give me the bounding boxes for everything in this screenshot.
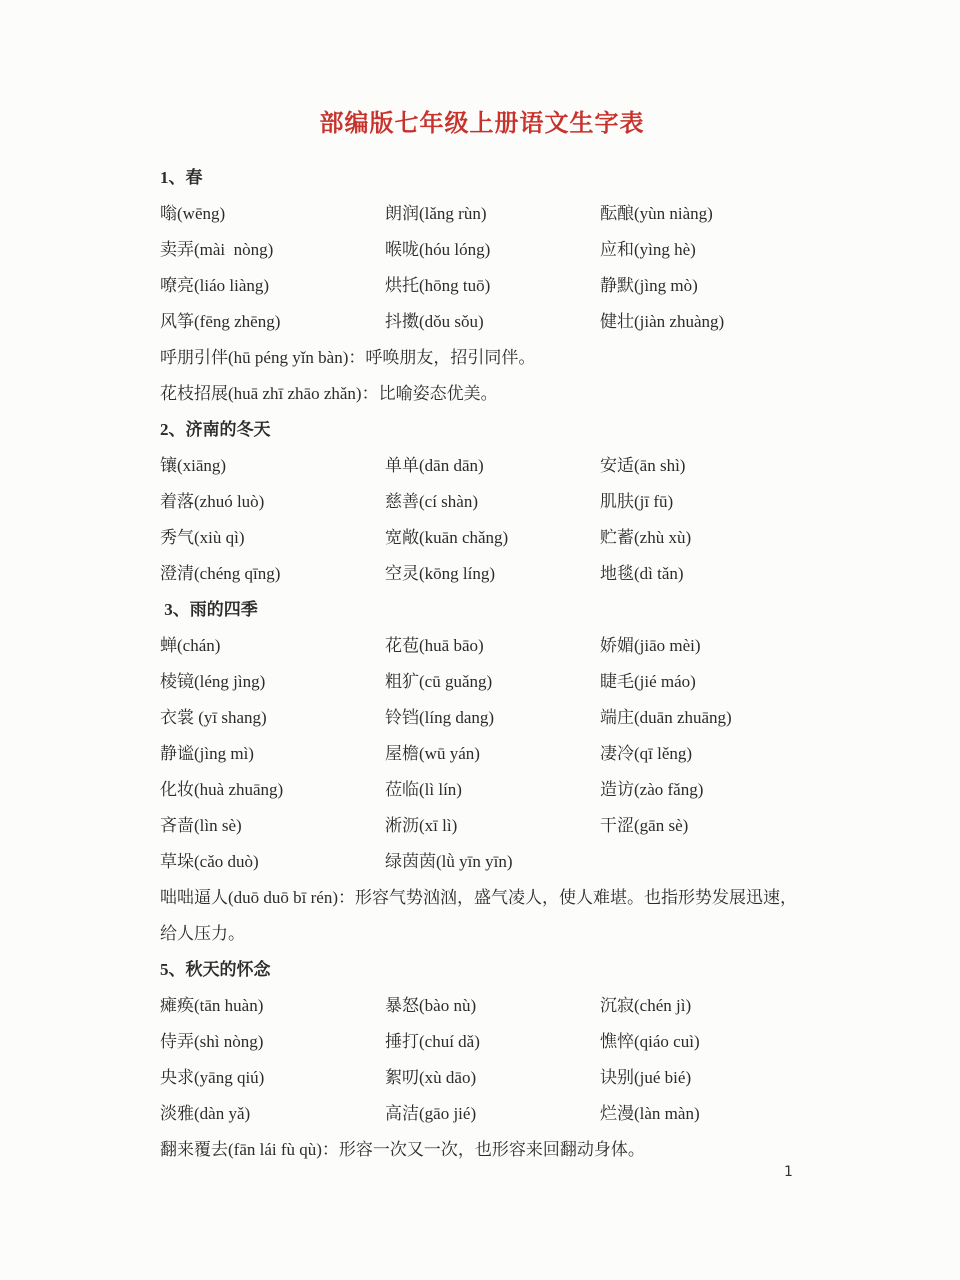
word-entry [600, 844, 804, 880]
word-entry: 衣裳 (yī shang) [160, 708, 267, 727]
page-number: 1 [784, 1164, 793, 1180]
word-entry: 烂漫(làn màn) [600, 1104, 700, 1123]
word-row [160, 772, 804, 808]
word-entry: 单单(dān dān) [385, 456, 484, 475]
word-entry: 铃铛(líng dang) [385, 708, 495, 727]
word-entry: 化妆(huà zhuāng) [160, 780, 284, 799]
vocab-sections [160, 160, 804, 1168]
word-entry: 莅临(lì lín) [385, 780, 462, 799]
word-entry: 宽敞(kuān chǎng) [385, 528, 509, 547]
word-entry: 瘫痪(tān huàn) [160, 996, 264, 1015]
word-row [160, 700, 804, 736]
word-entry: 朗润(lǎng rùn) [385, 204, 487, 223]
section-heading: 2、济南的冬天 [160, 420, 271, 439]
word-entry: 静谧(jìng mì) [160, 744, 254, 763]
word-entry: 花苞(huā bāo) [385, 636, 484, 655]
word-entry: 酝酿(yùn niàng) [600, 204, 713, 223]
word-entry: 绿茵茵(lǜ yīn yīn) [385, 852, 513, 871]
word-row [160, 304, 804, 340]
word-entry: 嘹亮(liáo liàng) [160, 276, 270, 295]
word-row [160, 664, 804, 700]
word-entry: 贮蓄(zhù xù) [600, 528, 692, 547]
word-row [160, 268, 804, 304]
word-entry: 空灵(kōng líng) [385, 564, 496, 583]
word-entry: 蝉(chán) [160, 636, 221, 655]
word-entry: 静默(jìng mò) [600, 276, 698, 295]
section-heading: 1、春 [160, 168, 203, 187]
word-entry: 睫毛(jié máo) [600, 672, 696, 691]
word-entry: 粗犷(cū guǎng) [385, 672, 493, 691]
word-entry: 淅沥(xī lì) [385, 816, 458, 835]
word-entry: 应和(yìng hè) [600, 240, 696, 259]
word-row [160, 988, 804, 1024]
word-row [160, 1024, 804, 1060]
word-row [160, 556, 804, 592]
word-entry: 屋檐(wū yán) [385, 744, 480, 763]
word-entry: 澄清(chéng qīng) [160, 564, 281, 583]
phrase-definition: 翻来覆去(fān lái fù qù)：形容一次又一次，也形容来回翻动身体。 [160, 1140, 645, 1159]
word-entry: 安适(ān shì) [600, 456, 686, 475]
phrase-definition: 咄咄逼人(duō duō bī rén)：形容气势汹汹，盛气凌人，使人难堪。也指形势发展迅速，给人压力。 [160, 888, 798, 943]
word-entry: 秀气(xiù qì) [160, 528, 245, 547]
word-entry: 吝啬(lìn sè) [160, 816, 242, 835]
word-entry: 央求(yāng qiú) [160, 1068, 265, 1087]
phrase-definition: 呼朋引伴(hū péng yǐn bàn)：呼唤朋友，招引同伴。 [160, 348, 536, 367]
word-row [160, 484, 804, 520]
word-entry: 健壮(jiàn zhuàng) [600, 312, 725, 331]
word-entry: 沉寂(chén jì) [600, 996, 692, 1015]
word-entry: 草垛(cǎo duò) [160, 852, 259, 871]
word-row [160, 736, 804, 772]
section-heading: 3、雨的四季 [160, 600, 258, 619]
word-row [160, 1096, 804, 1132]
page-title: 部编版七年级上册语文生字表 [319, 111, 645, 137]
word-entry: 絮叨(xù dāo) [385, 1068, 477, 1087]
word-entry: 诀别(jué bié) [600, 1068, 692, 1087]
section-heading: 5、秋天的怀念 [160, 960, 271, 979]
word-entry: 肌肤(jī fū) [600, 492, 674, 511]
word-entry: 造访(zào fǎng) [600, 780, 704, 799]
word-entry: 地毯(dì tǎn) [600, 564, 684, 583]
word-entry: 端庄(duān zhuāng) [600, 708, 732, 727]
word-entry: 喉咙(hóu lóng) [385, 240, 491, 259]
word-entry: 棱镜(léng jìng) [160, 672, 266, 691]
word-row [160, 196, 804, 232]
word-entry: 风筝(fēng zhēng) [160, 312, 281, 331]
word-row [160, 1060, 804, 1096]
word-entry: 暴怒(bào nù) [385, 996, 477, 1015]
phrase-definition: 花枝招展(huā zhī zhāo zhǎn)：比喻姿态优美。 [160, 384, 498, 403]
word-entry: 卖弄(mài nòng) [160, 240, 274, 259]
word-row [160, 232, 804, 268]
word-entry: 捶打(chuí dǎ) [385, 1032, 480, 1051]
word-row [160, 448, 804, 484]
word-entry: 着落(zhuó luò) [160, 492, 265, 511]
word-entry: 镶(xiāng) [160, 456, 227, 475]
word-entry: 抖擞(dǒu sǒu) [385, 312, 484, 331]
word-entry: 淡雅(dàn yǎ) [160, 1104, 251, 1123]
word-entry: 嗡(wēng) [160, 204, 226, 223]
word-entry: 凄冷(qī lěng) [600, 744, 693, 763]
word-row [160, 844, 804, 880]
word-row [160, 628, 804, 664]
word-entry: 憔悴(qiáo cuì) [600, 1032, 700, 1051]
document-content [160, 104, 804, 1168]
word-row [160, 808, 804, 844]
word-entry: 娇媚(jiāo mèi) [600, 636, 701, 655]
word-entry: 烘托(hōng tuō) [385, 276, 491, 295]
word-entry: 侍弄(shì nòng) [160, 1032, 264, 1051]
word-entry: 干涩(gān sè) [600, 816, 689, 835]
word-row [160, 520, 804, 556]
word-entry: 高洁(gāo jié) [385, 1104, 477, 1123]
word-entry: 慈善(cí shàn) [385, 492, 479, 511]
